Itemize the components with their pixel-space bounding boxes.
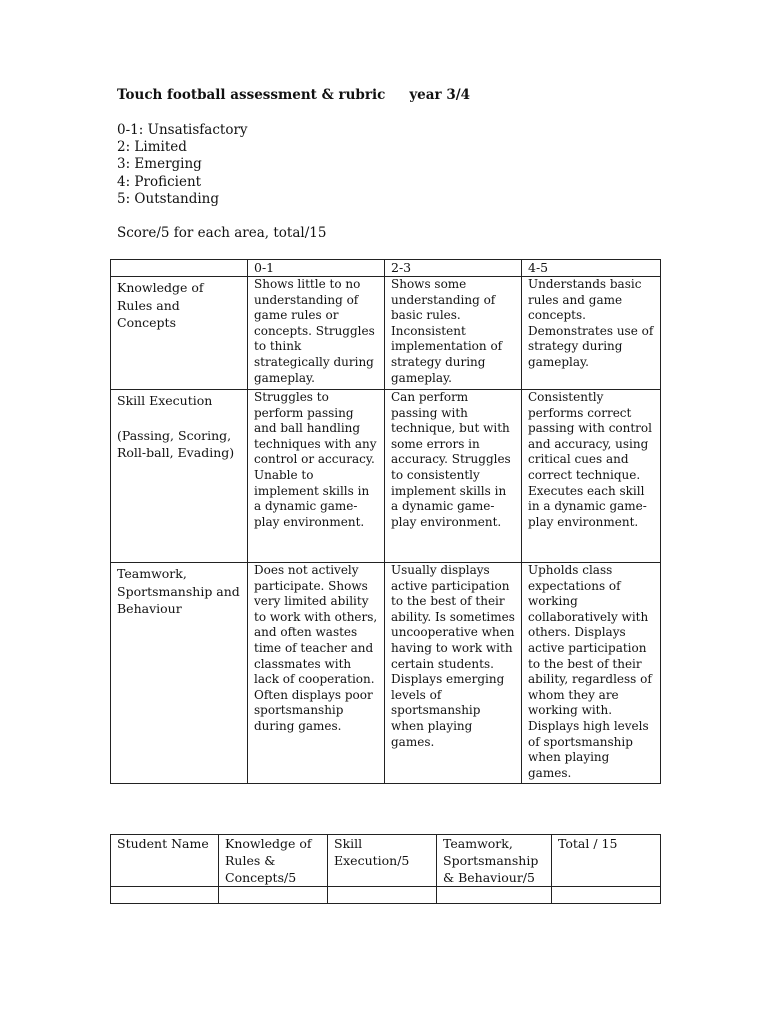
band-0-1-cell: Struggles to perform passing and ball handling techniques with any control or accuracy. Unable to implement skills in a dynamic game-play environment. [248, 390, 385, 563]
rubric-header-blank [111, 260, 248, 277]
criterion-label: Teamwork, Sportsmanship and Behaviour [117, 566, 240, 616]
rubric-header-band-2-3: 2-3 [385, 260, 522, 277]
scale-item: 5: Outstanding [117, 190, 220, 207]
scale-item: 0-1: Unsatisfactory [117, 122, 248, 138]
band-4-5-cell: Understands basic rules and game concepts. Demonstrates use of strategy during gameplay. [522, 277, 661, 390]
rubric-row-knowledge [111, 277, 661, 390]
criterion-cell [111, 277, 248, 390]
band-2-3-cell: Shows some understanding of basic rules. Inconsistent implementation of strategy during gameplay. [385, 277, 522, 390]
rubric-row-teamwork [111, 563, 661, 784]
marks-table [110, 834, 661, 904]
criterion-cell [111, 390, 248, 563]
band-2-3-cell: Can perform passing with technique, but with some errors in accuracy. Struggles to consistently implement skills in a dynamic game-play environment. [385, 390, 522, 563]
marks-header-row [111, 835, 661, 887]
document-title [117, 87, 470, 103]
marks-cell-student-name[interactable] [111, 887, 219, 904]
marks-cell-total[interactable] [552, 887, 661, 904]
band-0-1-cell: Shows little to no understanding of game rules or concepts. Struggles to think strategically during gameplay. [248, 277, 385, 390]
band-4-5-cell: Upholds class expectations of working collaboratively with others. Displays active participation to the best of their ability, regardless of whom they are working with. Displays high levels of sportsmanship when playing games. [522, 563, 661, 784]
marks-header-skill: Skill Execution/5 [328, 835, 437, 887]
scale-item: 4: Proficient [117, 173, 202, 190]
criterion-label: Knowledge of Rules and Concepts [117, 280, 204, 330]
scale-item: 3: Emerging [117, 156, 202, 173]
band-0-1-cell: Does not actively participate. Shows very limited ability to work with others, and often wastes time of teacher and classmates with lack of cooperation. Often displays poor sportsmanship during games. [248, 563, 385, 784]
band-2-3-cell: Usually displays active participation to the best of their ability. Is sometimes uncooperative when having to work with certain students. Displays emerging levels of sportsmanship when playing games. [385, 563, 522, 784]
band-4-5-cell: Consistently performs correct passing with control and accuracy, using critical cues and correct technique. Executes each skill in a dynamic game-play environment. [522, 390, 661, 563]
marks-header-total: Total / 15 [552, 835, 661, 887]
marks-entry-row [111, 887, 661, 904]
rubric-header-band-4-5: 4-5 [522, 260, 661, 277]
marks-cell-teamwork[interactable] [437, 887, 552, 904]
rubric-row-skill [111, 390, 661, 563]
marks-header-teamwork: Teamwork, Sportsmanship & Behaviour/5 [437, 835, 552, 887]
criterion-cell [111, 563, 248, 784]
rubric-header-band-0-1: 0-1 [248, 260, 385, 277]
rubric-header-row [111, 260, 661, 277]
title-text: Touch football assessment & rubric [117, 87, 386, 103]
marks-header-student-name: Student Name [111, 835, 219, 887]
criterion-label: Skill Execution [117, 393, 213, 408]
criterion-sublabel: (Passing, Scoring, Roll-ball, Evading) [117, 427, 235, 460]
marks-cell-knowledge[interactable] [219, 887, 328, 904]
marks-header-knowledge: Knowledge of Rules & Concepts/5 [219, 835, 328, 887]
scale-item: 2: Limited [117, 139, 187, 156]
year-level: year 3/4 [409, 87, 471, 103]
rubric-table [110, 259, 661, 784]
marks-cell-skill[interactable] [328, 887, 437, 904]
rating-scale [117, 122, 248, 208]
score-note: Score/5 for each area, total/15 [117, 225, 327, 241]
